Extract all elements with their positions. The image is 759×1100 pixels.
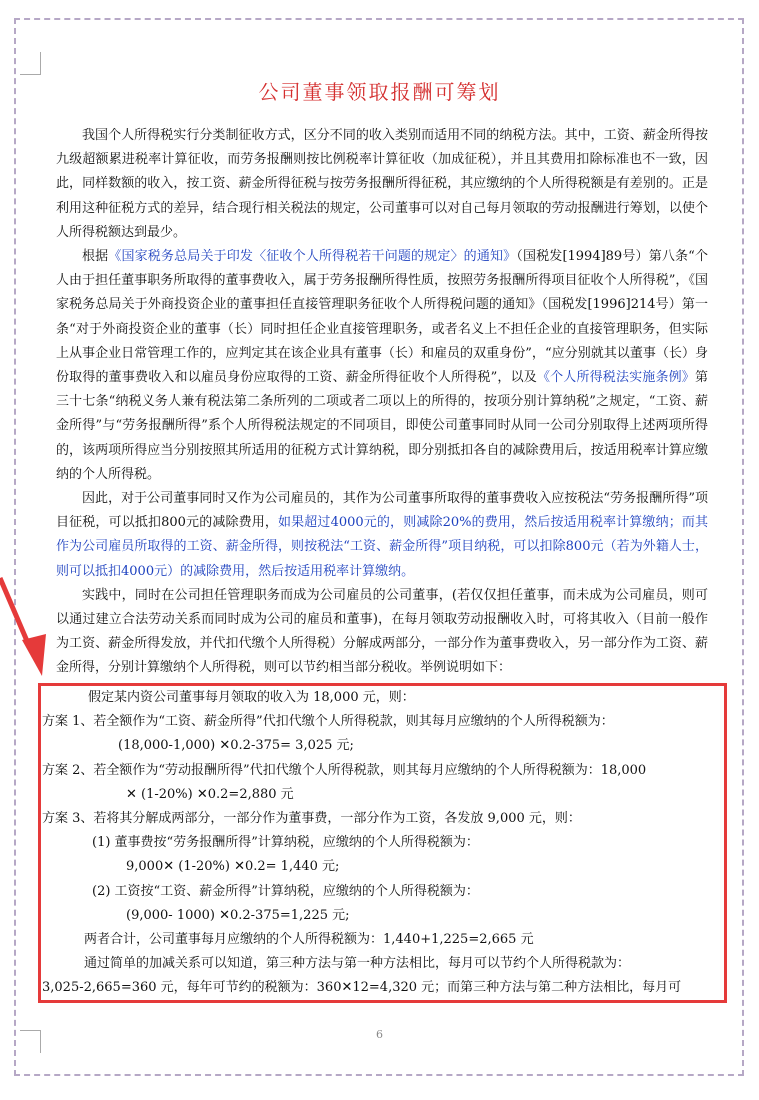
link-implementation-regulations[interactable]: 《个人所得税法实施条例》	[536, 370, 695, 386]
page-number: 6	[376, 1028, 383, 1041]
example-line: 通过简单的加减关系可以知道，第三种方法与第一种方法相比，每月可以节约个人所得税款为：	[84, 956, 631, 972]
page-title: 公司董事领取报酬可筹划	[258, 80, 501, 104]
link-notice-1994[interactable]: 《国家税务总局关于印发〈征收个人所得税若干问题的规定〉的通知》	[108, 249, 517, 265]
example-line: 方案 1、若全额作为“工资、薪金所得”代扣代缴个人所得税款，则其每月应缴纳的个人所得税额为：	[42, 714, 614, 730]
example-line: 假定某内资公司董事每月领取的收入为 18,000 元，则：	[88, 690, 415, 705]
example-line: (1) 董事费按“劳务报酬所得”计算纳税，应缴纳的个人所得税额为：	[92, 835, 479, 851]
example-line: ✕ (1-20%) ✕0.2=2,880 元	[126, 786, 294, 802]
example-line: 3,025-2,665=360 元，每年可节约的税额为：360✕12=4,320 元；而第三种方法与第二种方法相比，每月可	[42, 980, 682, 996]
paragraph-3-blue-text: 如果超过4000元的，则减除20%的费用，然后按适用税率计算缴纳；而其作为公司雇员所取得的工资、薪金所得，则按税法“工资、薪金所得”项目纳税，可以扣除800元（若为外籍人士，则可以抵扣4000元）的减除费用，然后按适用税率计算缴纳。	[56, 515, 708, 579]
paragraph-4: 实践中，同时在公司担任管理职务而成为公司雇员的公司董事，(若仅仅担任董事，而未成为公司雇员，则可以通过建立合法劳动关系而同时成为公司的雇员和董事)，在每月领取劳动报酬收入时，可将其收入（目前一般作为工资、薪金所得发放，并代扣代缴个人所得税）分解成两部分，一部分作为董事费收入，另一部分作为工资、薪金所得，分别计算缴纳个人所得税，则可以节约相当部分税收。举例说明如下：	[56, 587, 708, 676]
paragraph-2-text-a: 根据	[82, 249, 109, 265]
example-line: 9,000✕ (1-20%) ✕0.2= 1,440 元;	[126, 859, 340, 875]
example-line: (9,000- 1000) ✕0.2-375=1,225 元;	[126, 907, 350, 923]
paragraph-2-text-c: 第三十七条“纳税义务人兼有税法第二条所列的二项或者二项以上的所得的，按项分别计算纳税”之规定，“工资、薪金所得”与“劳务报酬所得”系个人所得税法规定的不同项目，即使公司董事同时从同一公司分别取得上述两项所得的，该两项所得应当分别按照其所适用的征税方式计算纳税，即分别抵扣各自的减除费用后，按适用税率计算应缴纳的个人所得税。	[56, 370, 708, 482]
example-line: (18,000-1,000) ✕0.2-375= 3,025 元;	[118, 738, 354, 754]
paragraph-2-text-b: （国税发[1994]89号）第八条“个人由于担任董事职务所取得的董事费收入，属于劳务报酬所得性质，按照劳务报酬所得项目征收个人所得税”，《国家税务总局关于外商投资企业的董事担任直接管理职务征收个人所得税问题的通知》（国税发[1996]214号）第一条“对于外商投资企业的董事（长）同时担任企业直接管理职务，或者名义上不担任企业的直接管理职务，但实际上从事企业日常管理工作的，应判定其在该企业具有董事（长）和雇员的双重身份”，“应分别就其以董事（长）身份取得的董事费收入和以雇员身份应取得的工资、薪金所得征收个人所得税”，以及	[56, 249, 708, 386]
paragraph-3-text-a: 因此，对于公司董事同时又作为公司雇员的，其作为公司董事所取得的董事费收入应按税法“劳务报酬所得”项目征税，可以抵扣800元的减除费用，	[56, 491, 708, 531]
example-line: 方案 2、若全额作为“劳动报酬所得”代扣代缴个人所得税款，则其每月应缴纳的个人所得税额为：18,000	[42, 762, 647, 778]
example-line: 两者合计，公司董事每月应缴纳的个人所得税额为：1,440+1,225=2,665 元	[84, 932, 534, 948]
example-line: (2) 工资按“工资、薪金所得”计算纳税，应缴纳的个人所得税额为：	[92, 883, 479, 899]
paragraph-1: 我国个人所得税实行分类制征收方式，区分不同的收入类别而适用不同的纳税方法。其中，工资、薪金所得按九级超额累进税率计算征收，而劳务报酬则按比例税率计算征收（加成征税），并且其费用扣除标准也不一致，因此，同样数额的收入，按工资、薪金所得征税与按劳务报酬所得征税，其应缴纳的个人所得税额是有差别的。正是利用这种征税方式的差异，结合现行相关税法的规定，公司董事可以对自己每月领取的劳动报酬进行筹划，以使个人所得税额达到最少。	[56, 128, 708, 240]
example-line: 方案 3、若将其分解成两部分，一部分作为董事费，一部分作为工资，各发放 9,000 元，则：	[42, 811, 581, 827]
